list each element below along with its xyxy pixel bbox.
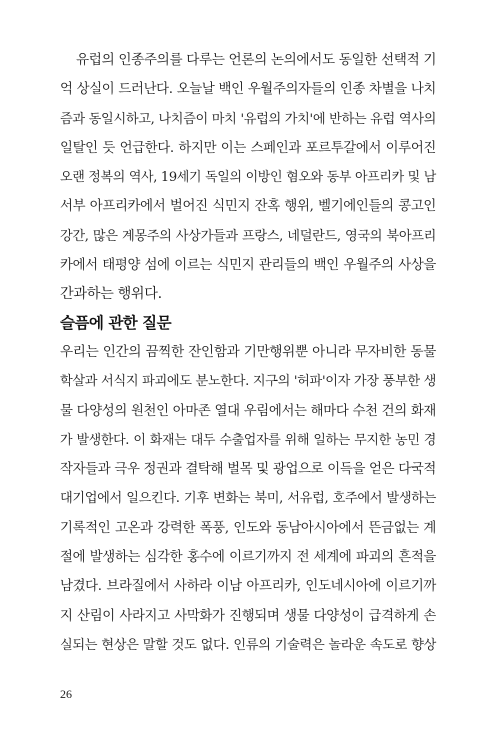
paragraph-line: 유럽의 인종주의를 다루는 언론의 논의에서도 동일한 선택적 기 — [76, 52, 437, 68]
paragraph-line: 작자들과 극우 정권과 결탁해 벌목 및 광업으로 이득을 얻은 다국적 — [60, 462, 436, 478]
paragraph-line: 서부 아프리카에서 벌어진 식민지 잔혹 행위, 벨기에인들의 콩고인 — [60, 199, 436, 215]
paragraph-line: 일탈인 듯 언급한다. 하지만 이는 스페인과 포르투갈에서 이루어진 — [60, 140, 436, 156]
paragraph-line: 카에서 태평양 섬에 이르는 식민지 관리들의 백인 우월주의 사상을 — [60, 258, 436, 274]
paragraph-line: 우리는 인간의 끔찍한 잔인함과 기만행위뿐 아니라 무자비한 동물 — [60, 344, 436, 360]
paragraph-line: 즘과 동일시하고, 나치즘이 마치 '유럽의 가치'에 반하는 유럽 역사의 — [60, 111, 436, 127]
paragraph-line: 학살과 서식지 파괴에도 분노한다. 지구의 '허파'이자 가장 풍부한 생 — [60, 374, 436, 390]
paragraph-line: 가 발생한다. 이 화재는 대두 수출업자를 위해 일하는 무지한 농민 경 — [60, 432, 436, 448]
paragraph-line: 간과하는 행위다. — [60, 286, 162, 303]
paragraph-line: 억 상실이 드러난다. 오늘날 백인 우월주의자들의 인종 차별을 나치 — [60, 82, 436, 98]
paragraph-line: 강간, 많은 계몽주의 사상가들과 프랑스, 네덜란드, 영국의 북아프리 — [60, 228, 436, 244]
paragraph-line: 절에 발생하는 심각한 홍수에 이르기까지 전 세계에 파괴의 흔적을 — [60, 550, 436, 566]
paragraph-line: 물 다양성의 원천인 아마존 열대 우림에서는 해마다 수천 건의 화재 — [60, 403, 436, 419]
paragraph-line: 대기업에서 일으킨다. 기후 변화는 북미, 서유럽, 호주에서 발생하는 — [60, 491, 436, 507]
paragraph-line: 오랜 정복의 역사, 19세기 독일의 이방인 혐오와 동부 아프리카 및 남 — [60, 170, 436, 186]
paragraph-line: 실되는 현상은 말할 것도 없다. 인류의 기술력은 놀라운 속도로 향상 — [60, 637, 436, 653]
paragraph-line: 지 산림이 사라지고 사막화가 진행되며 생물 다양성이 급격하게 손 — [60, 608, 436, 624]
paragraph-grief — [60, 338, 436, 660]
paragraph-line: 기록적인 고온과 강력한 폭풍, 인도와 동남아시아에서 뜬금없는 계 — [60, 520, 436, 536]
paragraph-racism-memory — [60, 46, 436, 310]
paragraph-line: 남겼다. 브라질에서 사하라 이남 아프리카, 인도네시아에 이르기까 — [60, 579, 436, 595]
page-number: 26 — [60, 687, 72, 701]
section-heading: 슬픔에 관한 질문 — [60, 314, 172, 332]
